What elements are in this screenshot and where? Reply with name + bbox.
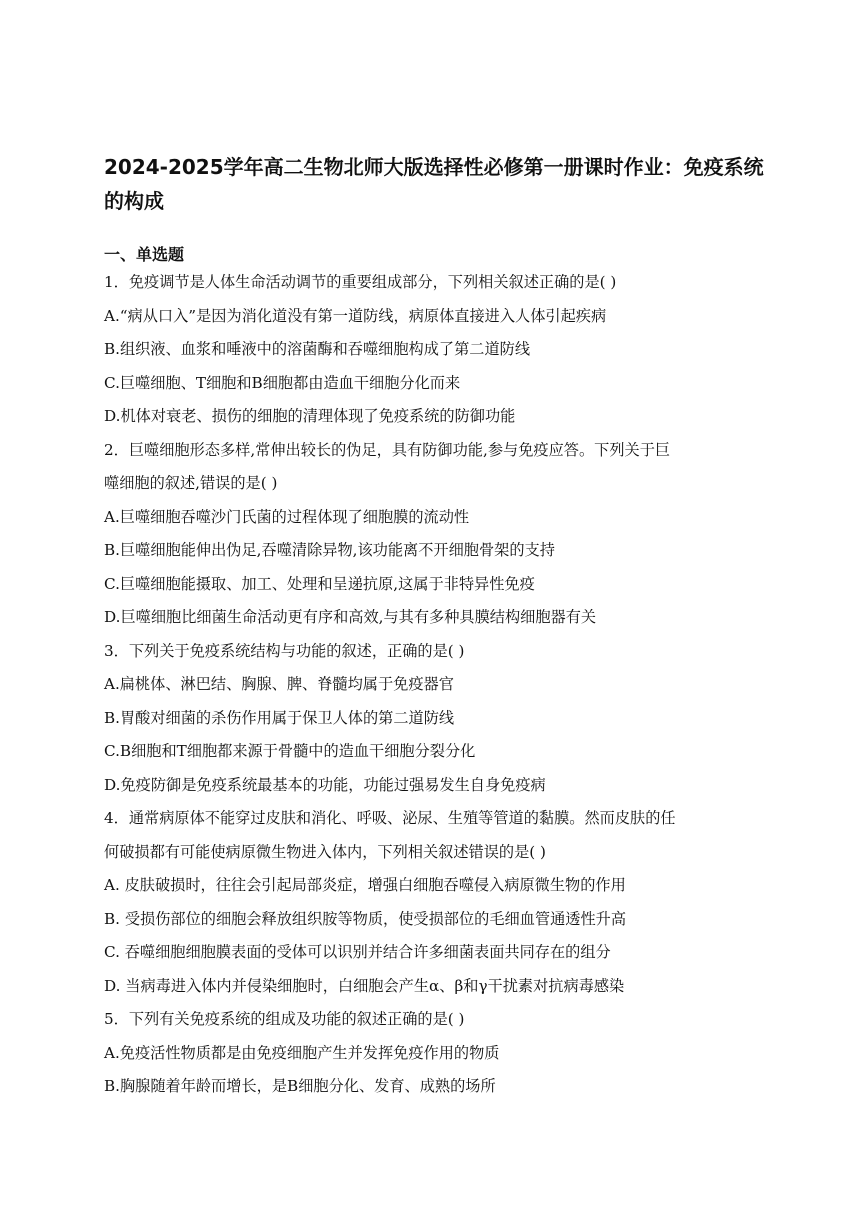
question-2 [104,434,764,635]
option-a: A.“病从口入”是因为消化道没有第一道防线，病原体直接进入人体引起疾病 [104,306,607,325]
option-c: C.巨噬细胞、T细胞和B细胞都由造血干细胞分化而来 [104,373,461,392]
question-list [104,266,764,1104]
question-5 [104,1003,764,1104]
question-stem-continued: 何破损都有可能使病原微生物进入体内，下列相关叙述错误的是( ) [104,842,546,861]
section-title: 一、单选题 [104,245,185,264]
option-b: B.胸腺随着年龄而增长，是B细胞分化、发育、成熟的场所 [104,1077,496,1095]
option-b: B.组织液、血浆和唾液中的溶菌酶和吞噬细胞构成了第二道防线 [104,340,531,358]
option-b: B. 受损伤部位的细胞会释放组织胺等物质，使受损部位的毛细血管通透性升高 [104,909,627,928]
option-b: B.巨噬细胞能伸出伪足,吞噬清除异物,该功能离不开细胞骨架的支持 [104,541,555,559]
option-d: D.免疫防御是免疫系统最基本的功能，功能过强易发生自身免疫病 [104,775,546,794]
question-stem: 4．通常病原体不能穿过皮肤和消化、呼吸、泌尿、生殖等管道的黏膜。然而皮肤的任 [104,809,676,827]
question-stem: 3．下列关于免疫系统结构与功能的叙述，正确的是( ) [104,641,465,660]
question-stem: 1．免疫调节是人体生命活动调节的重要组成部分，下列相关叙述正确的是( ) [104,273,617,291]
option-a: A.免疫活性物质都是由免疫细胞产生并发挥免疫作用的物质 [104,1043,500,1062]
option-d: D. 当病毒进入体内并侵染细胞时，白细胞会产生α、β和γ干扰素对抗病毒感染 [104,976,625,995]
question-stem: 2．巨噬细胞形态多样,常伸出较长的伪足，具有防御功能,参与免疫应答。下列关于巨 [104,440,671,459]
option-c: C.巨噬细胞能摄取、加工、处理和呈递抗原,这属于非特异性免疫 [104,574,535,593]
option-a: A.扁桃体、淋巴结、胸腺、脾、脊髓均属于免疫器官 [104,675,454,693]
option-a: A.巨噬细胞吞噬沙门氏菌的过程体现了细胞膜的流动性 [104,507,470,526]
option-d: D.机体对衰老、损伤的细胞的清理体现了免疫系统的防御功能 [104,407,516,425]
option-c: C.B细胞和T细胞都来源于骨髓中的造血干细胞分裂分化 [104,742,476,760]
option-d: D.巨噬细胞比细菌生命活动更有序和高效,与其有多种具膜结构细胞器有关 [104,608,597,626]
document-title: 2024-2025学年高二生物北师大版选择性必修第一册课时作业：免疫系统的构成 [104,155,764,213]
option-a: A. 皮肤破损时，往往会引起局部炎症，增强白细胞吞噬侵入病原微生物的作用 [104,876,626,894]
question-stem-continued: 噬细胞的叙述,错误的是( ) [104,474,278,492]
question-4 [104,802,764,1003]
question-stem: 5．下列有关免疫系统的组成及功能的叙述正确的是( ) [104,1010,465,1028]
option-c: C. 吞噬细胞细胞膜表面的受体可以识别并结合许多细菌表面共同存在的组分 [104,943,611,961]
question-1 [104,266,764,434]
question-3 [104,635,764,803]
option-b: B.胃酸对细菌的杀伤作用属于保卫人体的第二道防线 [104,708,455,727]
